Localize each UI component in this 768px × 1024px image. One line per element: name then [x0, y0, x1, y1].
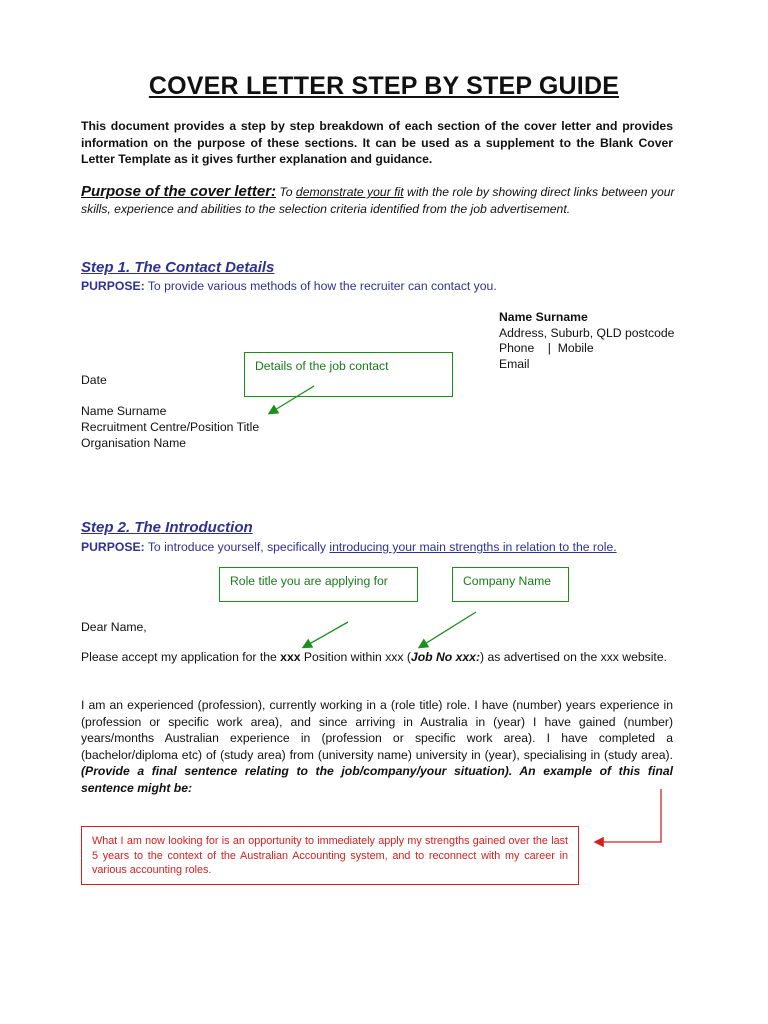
recipient-name: Name Surname	[81, 404, 167, 418]
role-title-callout: Role title you are applying for	[219, 567, 418, 602]
date-label: Date	[81, 373, 107, 387]
company-name-callout: Company Name	[452, 567, 569, 602]
step2-heading: Step 2. The Introduction	[81, 519, 253, 536]
document-title: COVER LETTER STEP BY STEP GUIDE	[148, 72, 620, 100]
para1-text2: Position within xxx (	[300, 650, 411, 664]
sender-email: Email	[499, 356, 530, 371]
example-sentence-box: What I am now looking for is an opportunity to immediately apply my strengths gained over the last 5 years to the context of the Australian Accounting system, and to reconnect with my career in various accounting roles.	[81, 826, 579, 885]
step1-heading: Step 1. The Contact Details	[81, 259, 275, 276]
recipient-position: Recruitment Centre/Position Title	[81, 420, 260, 434]
job-contact-callout: Details of the job contact	[244, 352, 453, 397]
step2-purpose-text: To introduce yourself, specifically	[144, 540, 330, 554]
para1-text3: ) as advertised on the xxx website.	[480, 650, 667, 664]
step1-purpose-label: PURPOSE:	[81, 279, 145, 293]
intro-paragraph: This document provides a step by step breakdown of each section of the cover letter and provides information on the purpose of these sections. It can be used as a supplement to the Blank Cover Letter Template as it gives further explanation and guidance.	[81, 119, 673, 166]
company-name-arrow	[420, 612, 476, 647]
para2-text: I am an experienced (profession), currently working in a (role title) role. I have (number) years experience in (profession or specific work area), and since arriving in Australia in (year) I have gained (number) years/months Australian experience in (profession or specific work area). I have completed a (bachelor/diploma etc) of (study area) from (university name) university in (year), specialising in (study area).	[81, 698, 673, 762]
purpose-text-post: with the role by showing direct links between your skills, experience and abilities to the selection criteria identified from the job advertisement.	[81, 185, 675, 216]
sender-phone: Phone | Mobile	[499, 341, 594, 355]
sender-name: Name Surname	[499, 310, 588, 324]
job-contact-arrow	[270, 386, 314, 413]
salutation: Dear Name,	[81, 620, 147, 634]
step1-purpose-text: To provide various methods of how the recruiter can contact you.	[144, 279, 497, 293]
purpose-heading: Purpose of the cover letter:	[81, 183, 277, 200]
para2-emphasis: (Provide a final sentence relating to the job/company/your situation). An example of this final sentence might be:	[81, 764, 673, 795]
recipient-organisation: Organisation Name	[81, 436, 186, 450]
purpose-text-pre: To	[276, 185, 296, 199]
para1-job-no: Job No xxx:	[410, 650, 481, 664]
para1-xxx: xxx	[280, 650, 301, 664]
step2-purpose-underlined: introducing your main strengths in relation to the role.	[329, 540, 617, 554]
example-arrow	[596, 789, 661, 842]
sender-address: Address, Suburb, QLD postcode	[499, 325, 675, 340]
role-title-arrow	[304, 622, 348, 647]
step2-purpose-label: PURPOSE:	[81, 540, 145, 554]
para1-text1: Please accept my application for the	[81, 650, 281, 664]
purpose-text-underlined: demonstrate your fit	[295, 185, 404, 199]
